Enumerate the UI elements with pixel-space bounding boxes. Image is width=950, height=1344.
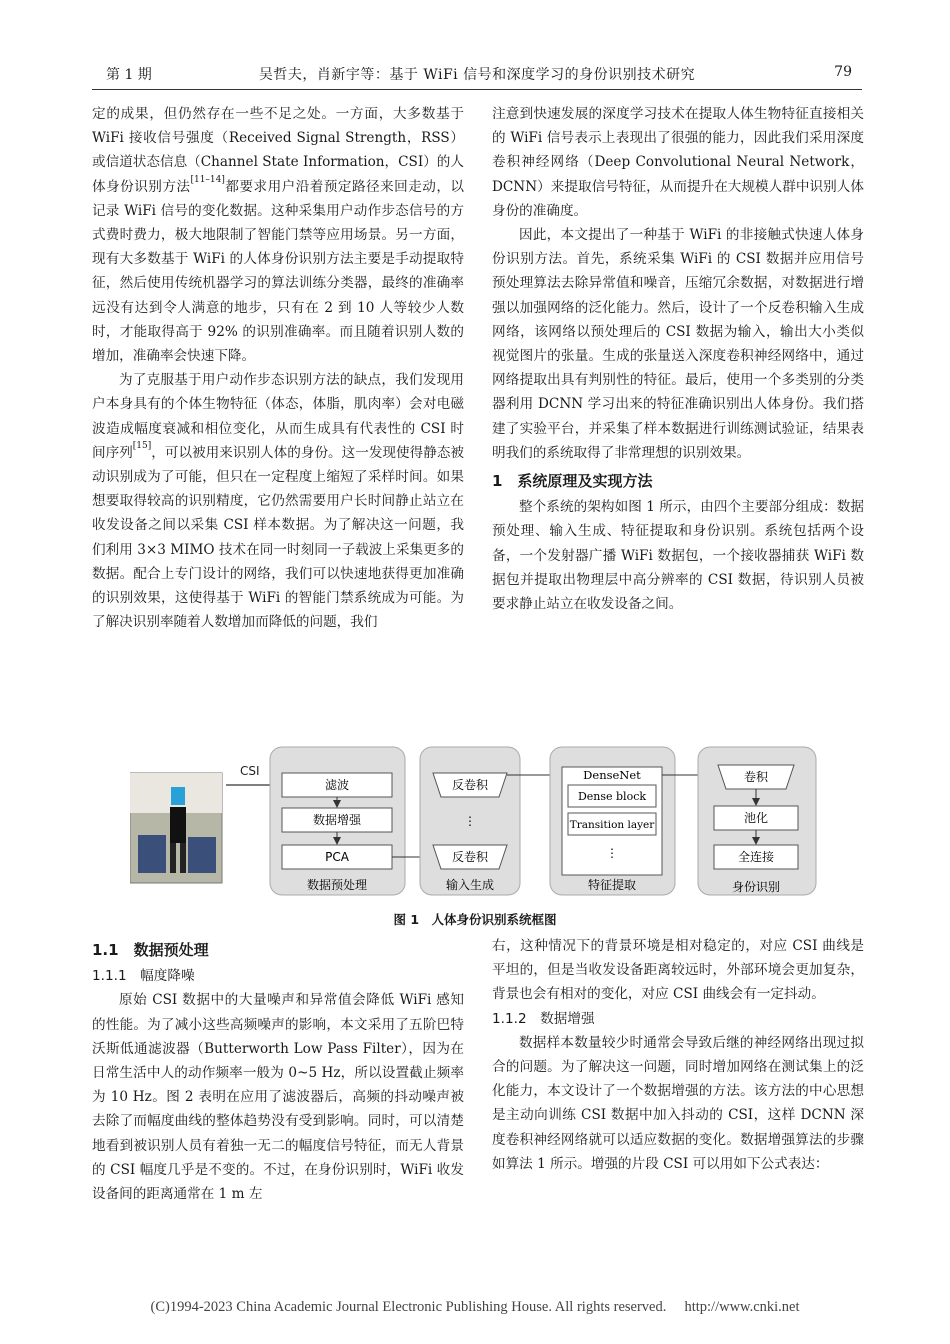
citation[interactable]: [15]	[132, 440, 152, 451]
preprocess-panel-label: 数据预处理	[306, 878, 368, 892]
paragraph: 原始 CSI 数据中的大量噪声和异常值会降低 WiFi 感知的性能。为了减小这些高频噪声的影响，本文采用了五阶巴特沃斯低通滤波器（Butterworth Low Pass Filter），因为在日常生活中人的动作频率一般为 0~5 Hz，所以设置截止频率为 10 Hz。图 2 表明在应用了滤波器后，高频的抖动噪声被去除了而幅度曲线的整体趋势没有受到影响。同时，可以清楚地看到被识别人员有着独一无二的幅度信号特征，而无人背景的 CSI 幅度几乎是不变的。不过，在身份识别时，WiFi 收发设备间的距离通常在 1 m 左	[92, 992, 464, 1203]
header-rule	[92, 89, 862, 90]
page-number: 79	[834, 64, 852, 80]
issue-number: 第 1 期	[106, 67, 152, 83]
running-title: 吴哲夫，肖新宇等：基于 WiFi 信号和深度学习的身份识别技术研究	[258, 67, 696, 83]
citation[interactable]: [11–14]	[190, 174, 225, 185]
augment-label: 数据增强	[312, 813, 362, 827]
figure-1-system-diagram	[130, 745, 830, 930]
csi-label: CSI	[240, 764, 260, 778]
paragraph: 整个系统的架构如图 1 所示，由四个主要部分组成：数据预处理、输入生成、特征提取和身份识别。系统包括两个设备，一个发射器广播 WiFi 数据包，一个接收器捕获 WiFi 数据包并提取出物理层中高分辨率的 CSI 数据，待识别人员被要求静止站立在收发设备之间。	[492, 499, 864, 613]
identification-panel-label: 身份识别	[731, 880, 781, 894]
paragraph: 为了克服基于用户动作步态识别方法的缺点，我们发现用户本身具有的个体生物特征（体态，体脂，肌肉率）会对电磁波造成幅度衰减和相位变化，从而生成具有代表性的 CSI 时间序列[15]，可以被用来识别人体的身份。这一发现使得静态被动识别成为了可能，但只在一定程度上缩短了采样时间。如果想要取得较高的识别精度，它仍然需要用户长时间静止站立在收发设备之间以采集 CSI 样本数据。为了解决这一问题，我们利用 3×3 MIMO 技术在同一时刻同一子载波上采集更多的数据。配合上专门设计的网络，我们可以快速地获得更加准确的识别效果，这使得基于 WiFi 的智能门禁系统成为可能。为了解决识别率随着人数增加而降低的问题，我们	[92, 372, 465, 631]
paragraph: 因此，本文提出了一种基于 WiFi 的非接触式快速人体身份识别方法。首先，系统采集 WiFi 的 CSI 数据并应用信号预处理算法去除异常值和噪音，压缩冗余数据，对数据进行增强以加强网络的泛化能力。然后，设计了一个反卷积输入生成网络，该网络以预处理后的 CSI 数据为输入，输出大小类似视觉图片的张量。生成的张量送入深度卷积神经网络中，通过网络提取出具有判别性的特征。最后，使用一个多类别的分类器利用 DCNN 学习出来的特征准确识别出人体身份。我们搭建了实验平台，并采集了样本数据进行训练测试验证，结果表明我们的系统取得了非常理想的识别效果。	[492, 227, 864, 461]
pool-label: 池化	[743, 811, 769, 825]
left-column-top	[92, 102, 464, 634]
paragraph: 注意到快速发展的深度学习技术在提取人体生物特征直接相关的 WiFi 信号表示上表现出了很强的能力，因此我们采用深度卷积神经网络（Deep Convolutional Neural Network，DCNN）来提取信号特征，从而提升在大规模人群中识别人体身份的准确度。	[492, 106, 864, 219]
page-header	[92, 64, 862, 86]
deconv-label-2: 反卷积	[451, 850, 489, 864]
deconv-label-1: 反卷积	[451, 778, 489, 792]
subsection-heading: 1.1 数据预处理	[92, 941, 209, 959]
paragraph: 右，这种情况下的背景环境是相对稳定的，对应 CSI 曲线是平坦的，但是当收发设备距离较远时，外部环境会更加复杂，背景也会有相对的变化，对应 CSI 曲线会有一定抖动。	[492, 938, 864, 1003]
right-column-top	[492, 102, 864, 616]
dense-block-label: Dense block	[577, 790, 647, 803]
ellipsis: ⋮	[606, 846, 618, 860]
input-gen-panel-label: 输入生成	[445, 878, 495, 892]
transition-layer-label: Transition layer	[569, 819, 655, 831]
ellipsis: ⋮	[464, 814, 476, 828]
filter-label: 滤波	[324, 778, 350, 792]
figure-caption: 图 1 人体身份识别系统框图	[393, 912, 557, 927]
densenet-label: DenseNet	[583, 768, 641, 782]
person-photo	[130, 773, 222, 883]
feature-panel-label: 特征提取	[587, 878, 637, 892]
right-column-bottom	[492, 934, 864, 1176]
copyright-footer: (C)1994-2023 China Academic Journal Electronic Publishing House. All rights reserved. http://www.cnki.net	[150, 1299, 800, 1315]
paragraph: 定的成果，但仍然存在一些不足之处。一方面，大多数基于 WiFi 接收信号强度（Received Signal Strength，RSS）或信道状态信息（Channel State Information，CSI）的人体身份识别方法[11–14]都要求用户沿着预定路径来回走动，以记录 WiFi 信号的变化数据。这种采集用户动作步态信号的方式费时费力，极大地限制了智能门禁等应用场景。另一方面，现有大多数基于 WiFi 的人体身份识别方法主要是手动提取特征，然后使用传统机器学习的算法训练分类器，最终的准确率远没有达到令人满意的地步，只有在 2 到 10 人等较少人数时，才能取得高于 92% 的识别准确率。而且随着识别人数的增加，准确率会快速下降。	[92, 106, 465, 365]
diagram-svg	[130, 745, 830, 905]
paragraph: 数据样本数量较少时通常会导致后继的神经网络出现过拟合的问题。为了解决这一问题，同时增加网络在测试集上的泛化能力，本文设计了一个数据增强的方法。该方法的中心思想是主动向训练 CSI 数据中加入抖动的 CSI，这样 DCNN 深度卷积神经网络就可以适应数据的变化。数据增强算法的步骤如算法 1 所示。增强的片段 CSI 可以用如下公式表达：	[492, 1034, 864, 1172]
section-heading: 1 系统原理及实现方法	[492, 472, 653, 491]
fc-label: 全连接	[737, 850, 775, 864]
conv-label: 卷积	[743, 770, 769, 784]
subsubsection-heading: 1.1.2 数据增强	[492, 1010, 595, 1027]
subsubsection-heading: 1.1.1 幅度降噪	[92, 968, 195, 985]
left-column-bottom	[92, 934, 464, 1206]
pca-label: PCA	[325, 850, 349, 864]
